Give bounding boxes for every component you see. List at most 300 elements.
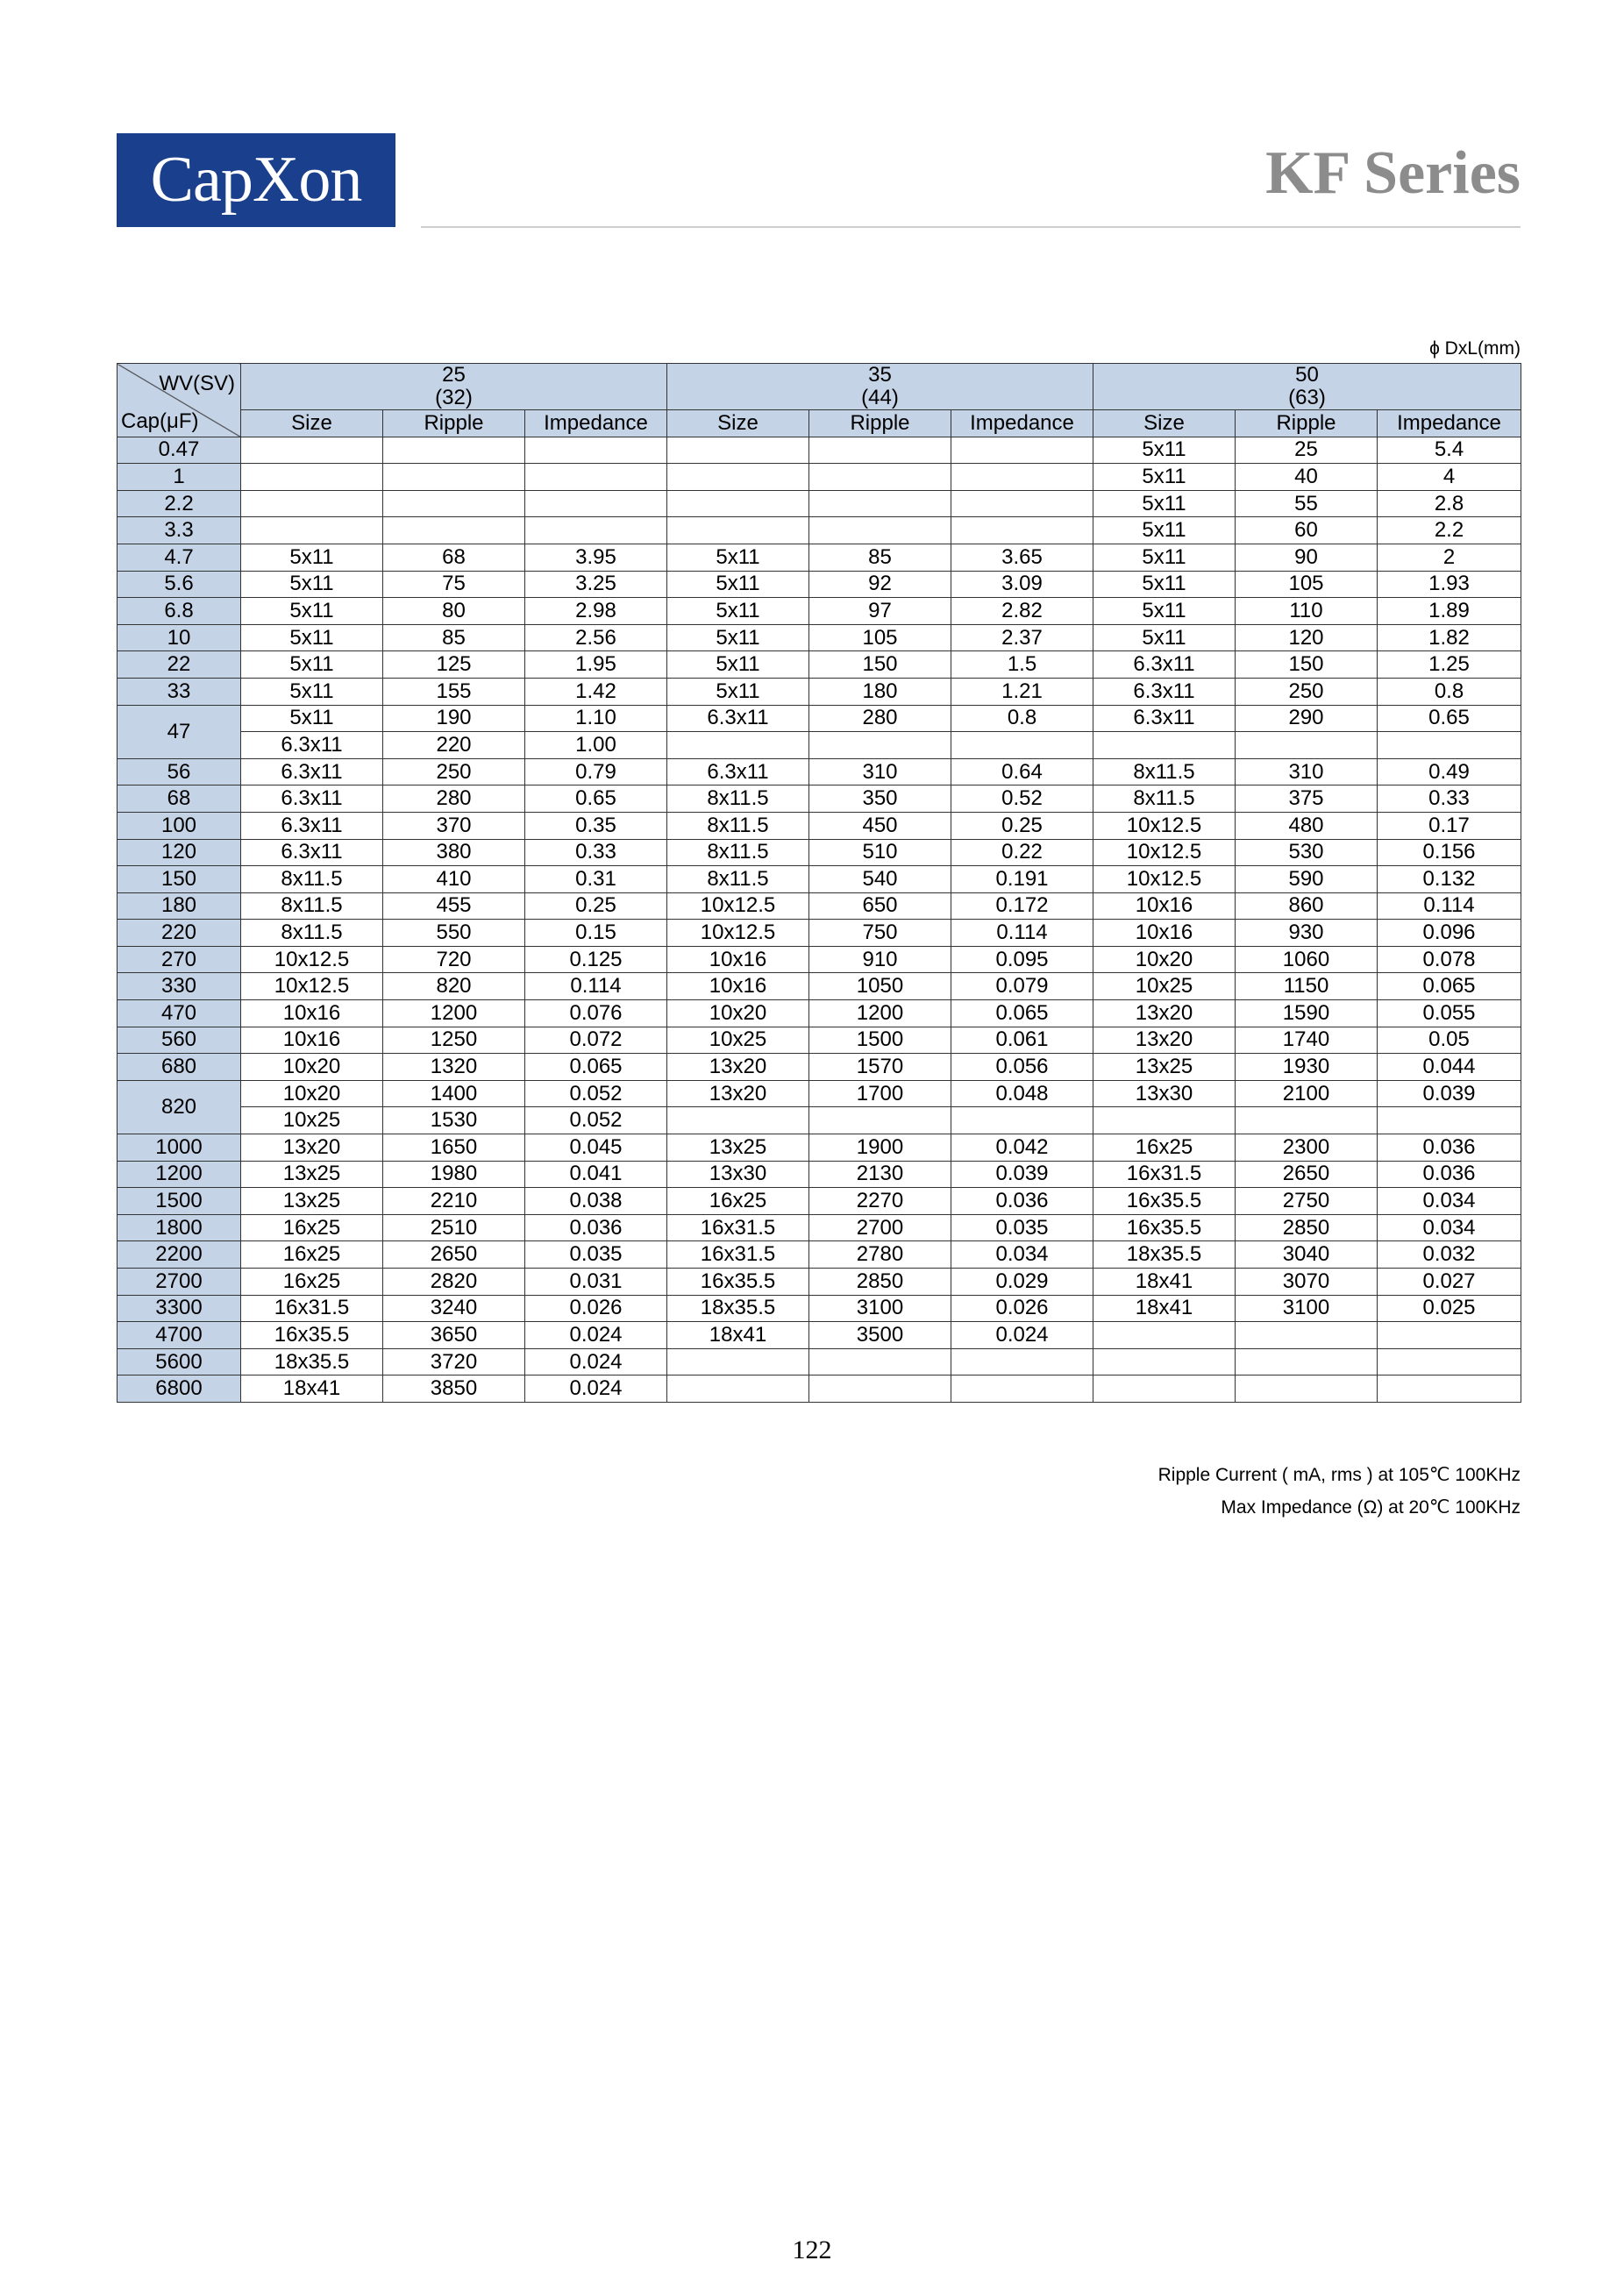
table-cell: 0.25 (951, 812, 1093, 839)
table-cell: 10x25 (241, 1107, 383, 1134)
table-cell: 3850 (383, 1375, 525, 1403)
table-cell (1378, 732, 1521, 759)
table-cell: 125 (383, 651, 525, 679)
table-cell: 10x12.5 (1093, 839, 1236, 866)
capacitance-cell: 4.7 (118, 544, 241, 571)
capacitance-cell: 68 (118, 785, 241, 813)
table-cell: 2510 (383, 1214, 525, 1241)
table-cell: 5x11 (667, 651, 809, 679)
table-cell (809, 517, 951, 544)
capacitance-cell: 120 (118, 839, 241, 866)
table-cell: 1200 (383, 1000, 525, 1027)
table-cell (809, 1348, 951, 1375)
table-cell (809, 1107, 951, 1134)
table-cell: 910 (809, 946, 951, 973)
table-cell: 2820 (383, 1269, 525, 1296)
table-cell: 10x25 (1093, 973, 1236, 1000)
table-cell: 820 (383, 973, 525, 1000)
voltage-header-25 (241, 364, 667, 410)
table-cell: 0.052 (525, 1080, 667, 1107)
table-cell: 0.79 (525, 758, 667, 785)
table-cell: 0.034 (1378, 1188, 1521, 1215)
table-cell: 13x20 (1093, 1000, 1236, 1027)
table-cell: 18x41 (241, 1375, 383, 1403)
table-cell: 2850 (809, 1269, 951, 1296)
table-cell: 0.048 (951, 1080, 1093, 1107)
table-cell: 0.036 (525, 1214, 667, 1241)
table-cell: 16x35.5 (1093, 1188, 1236, 1215)
page-number: 122 (792, 2236, 832, 2264)
table-row (118, 1375, 1521, 1403)
table-cell: 150 (1236, 651, 1378, 679)
table-row (118, 705, 1521, 732)
table-cell: 0.025 (1378, 1295, 1521, 1322)
table-cell: 0.065 (525, 1054, 667, 1081)
table-cell: 0.15 (525, 920, 667, 947)
table-cell: 8x11.5 (667, 812, 809, 839)
table-cell: 750 (809, 920, 951, 947)
table-cell (383, 517, 525, 544)
table-cell: 1740 (1236, 1027, 1378, 1054)
capacitance-cell: 1500 (118, 1188, 241, 1215)
table-cell: 1530 (383, 1107, 525, 1134)
specification-table (117, 363, 1521, 1403)
table-row (118, 946, 1521, 973)
table-cell: 18x41 (1093, 1269, 1236, 1296)
table-cell (1378, 1107, 1521, 1134)
table-cell: 0.114 (1378, 892, 1521, 920)
table-cell: 6.3x11 (667, 705, 809, 732)
table-cell: 0.172 (951, 892, 1093, 920)
table-cell: 280 (809, 705, 951, 732)
voltage-sv: (63) (1288, 386, 1326, 409)
capacitance-cell: 2700 (118, 1269, 241, 1296)
table-cell: 590 (1236, 866, 1378, 893)
capacitance-cell: 1 (118, 464, 241, 491)
table-cell: 6.3x11 (1093, 678, 1236, 705)
table-cell: 5x11 (1093, 624, 1236, 651)
voltage-wv: 50 (1295, 363, 1319, 387)
table-cell (1236, 1375, 1378, 1403)
table-cell: 4 (1378, 464, 1521, 491)
table-cell: 0.114 (951, 920, 1093, 947)
table-cell: 0.65 (1378, 705, 1521, 732)
capacitance-cell: 3.3 (118, 517, 241, 544)
table-row (118, 892, 1521, 920)
table-cell: 10x12.5 (241, 973, 383, 1000)
table-cell: 0.096 (1378, 920, 1521, 947)
table-cell: 0.034 (951, 1241, 1093, 1269)
cap-label: Cap(μF) (121, 409, 199, 433)
table-cell: 13x20 (241, 1134, 383, 1162)
capacitance-cell: 5600 (118, 1348, 241, 1375)
table-cell: 13x20 (667, 1080, 809, 1107)
table-cell: 0.065 (1378, 973, 1521, 1000)
table-cell: 930 (1236, 920, 1378, 947)
table-cell: 55 (1236, 490, 1378, 517)
column-header: Impedance (525, 410, 667, 437)
table-cell: 0.024 (525, 1322, 667, 1349)
table-cell: 8x11.5 (241, 892, 383, 920)
table-cell: 5.4 (1378, 437, 1521, 464)
table-cell: 68 (383, 544, 525, 571)
table-cell: 0.034 (1378, 1214, 1521, 1241)
impedance-footnote: Max Impedance (Ω) at 20℃ 100KHz (1221, 1497, 1521, 1518)
table-cell: 5x11 (1093, 598, 1236, 625)
table-cell: 60 (1236, 517, 1378, 544)
table-cell (951, 517, 1093, 544)
table-cell: 5x11 (667, 598, 809, 625)
table-row (118, 1134, 1521, 1162)
table-cell (241, 517, 383, 544)
table-cell: 0.039 (1378, 1080, 1521, 1107)
capacitance-cell: 560 (118, 1027, 241, 1054)
table-cell: 550 (383, 920, 525, 947)
table-cell: 0.024 (525, 1375, 667, 1403)
table-cell: 1570 (809, 1054, 951, 1081)
table-cell (1093, 1107, 1236, 1134)
table-cell: 0.061 (951, 1027, 1093, 1054)
table-cell: 13x30 (1093, 1080, 1236, 1107)
table-row (118, 732, 1521, 759)
table-cell: 5x11 (667, 571, 809, 598)
table-cell: 0.024 (525, 1348, 667, 1375)
subheader-row (118, 410, 1521, 437)
table-cell: 0.035 (525, 1241, 667, 1269)
table-cell: 6.3x11 (241, 758, 383, 785)
table-cell: 3720 (383, 1348, 525, 1375)
table-cell: 0.055 (1378, 1000, 1521, 1027)
table-cell: 10x16 (1093, 892, 1236, 920)
table-cell: 0.032 (1378, 1241, 1521, 1269)
table-cell: 190 (383, 705, 525, 732)
voltage-sv: (32) (435, 386, 473, 409)
table-row (118, 920, 1521, 947)
table-cell: 13x25 (1093, 1054, 1236, 1081)
table-cell: 1700 (809, 1080, 951, 1107)
table-cell: 0.072 (525, 1027, 667, 1054)
table-row (118, 517, 1521, 544)
table-cell: 0.031 (525, 1269, 667, 1296)
table-cell (1236, 1322, 1378, 1349)
table-cell: 80 (383, 598, 525, 625)
table-body (118, 437, 1521, 1402)
table-cell: 16x35.5 (241, 1322, 383, 1349)
table-cell: 0.05 (1378, 1027, 1521, 1054)
table-cell: 5x11 (241, 598, 383, 625)
voltage-header-50 (1093, 364, 1521, 410)
table-cell (241, 464, 383, 491)
table-cell: 1060 (1236, 946, 1378, 973)
table-cell: 0.029 (951, 1269, 1093, 1296)
table-cell: 0.65 (525, 785, 667, 813)
table-row (118, 1000, 1521, 1027)
table-cell: 10x20 (667, 1000, 809, 1027)
capacitance-cell: 1200 (118, 1161, 241, 1188)
table-cell: 90 (1236, 544, 1378, 571)
table-cell: 310 (809, 758, 951, 785)
table-cell: 0.52 (951, 785, 1093, 813)
table-cell: 6.3x11 (241, 812, 383, 839)
table-cell: 650 (809, 892, 951, 920)
table-cell: 0.22 (951, 839, 1093, 866)
table-cell: 2.82 (951, 598, 1093, 625)
capacitance-cell: 680 (118, 1054, 241, 1081)
table-cell: 1650 (383, 1134, 525, 1162)
table-cell (383, 464, 525, 491)
table-cell (1236, 732, 1378, 759)
table-cell: 1.95 (525, 651, 667, 679)
table-cell: 180 (809, 678, 951, 705)
table-cell (1093, 1322, 1236, 1349)
table-row (118, 1295, 1521, 1322)
table-cell (1378, 1322, 1521, 1349)
table-cell: 720 (383, 946, 525, 973)
table-cell: 5x11 (1093, 571, 1236, 598)
table-cell (1093, 1348, 1236, 1375)
table-cell: 6.3x11 (241, 785, 383, 813)
table-cell: 2750 (1236, 1188, 1378, 1215)
table-cell: 85 (809, 544, 951, 571)
table-row (118, 866, 1521, 893)
table-cell (1093, 732, 1236, 759)
table-cell: 3650 (383, 1322, 525, 1349)
table-cell: 16x31.5 (1093, 1161, 1236, 1188)
table-cell: 25 (1236, 437, 1378, 464)
table-cell: 13x25 (241, 1161, 383, 1188)
table-cell: 8x11.5 (667, 866, 809, 893)
table-cell (241, 490, 383, 517)
table-cell: 1320 (383, 1054, 525, 1081)
table-cell: 3.65 (951, 544, 1093, 571)
table-cell: 0.31 (525, 866, 667, 893)
table-cell: 1500 (809, 1027, 951, 1054)
table-cell (951, 1348, 1093, 1375)
wv-label: WV(SV) (159, 372, 235, 395)
table-cell: 97 (809, 598, 951, 625)
table-cell (525, 464, 667, 491)
table-row (118, 1322, 1521, 1349)
table-cell: 5x11 (667, 678, 809, 705)
table-cell: 250 (1236, 678, 1378, 705)
table-cell: 18x41 (1093, 1295, 1236, 1322)
table-cell: 13x25 (667, 1134, 809, 1162)
table-cell: 0.035 (951, 1214, 1093, 1241)
table-cell: 1.89 (1378, 598, 1521, 625)
table-cell: 3070 (1236, 1269, 1378, 1296)
capxon-logo: CapXon (117, 133, 395, 227)
table-row (118, 678, 1521, 705)
table-cell: 0.027 (1378, 1269, 1521, 1296)
column-header: Ripple (1236, 410, 1378, 437)
table-cell: 6.3x11 (241, 839, 383, 866)
table-cell: 0.041 (525, 1161, 667, 1188)
table-cell (667, 490, 809, 517)
capacitance-cell: 3300 (118, 1295, 241, 1322)
table-cell: 5x11 (241, 705, 383, 732)
table-cell: 1.5 (951, 651, 1093, 679)
table-cell: 2650 (1236, 1161, 1378, 1188)
table-cell: 1.10 (525, 705, 667, 732)
table-cell: 250 (383, 758, 525, 785)
table-cell: 1150 (1236, 973, 1378, 1000)
table-cell: 13x20 (1093, 1027, 1236, 1054)
table-cell: 0.036 (1378, 1161, 1521, 1188)
capacitance-cell: 6.8 (118, 598, 241, 625)
table-row (118, 1054, 1521, 1081)
table-row (118, 1080, 1521, 1107)
table-cell: 8x11.5 (667, 785, 809, 813)
table-cell: 2780 (809, 1241, 951, 1269)
table-cell: 10x12.5 (667, 920, 809, 947)
table-row (118, 758, 1521, 785)
capacitance-cell: 2.2 (118, 490, 241, 517)
table-cell: 1.25 (1378, 651, 1521, 679)
table-cell: 16x35.5 (1093, 1214, 1236, 1241)
table-cell: 18x41 (667, 1322, 809, 1349)
table-cell: 5x11 (667, 624, 809, 651)
table-cell: 1980 (383, 1161, 525, 1188)
table-cell: 6.3x11 (241, 732, 383, 759)
table-cell: 10x12.5 (1093, 812, 1236, 839)
table-cell (667, 464, 809, 491)
table-cell: 5x11 (241, 571, 383, 598)
table-cell: 13x25 (241, 1188, 383, 1215)
table-cell: 8x11.5 (241, 866, 383, 893)
capacitance-cell: 470 (118, 1000, 241, 1027)
table-cell (1236, 1107, 1378, 1134)
voltage-wv: 25 (442, 363, 466, 387)
table-cell: 0.17 (1378, 812, 1521, 839)
table-cell: 18x35.5 (241, 1348, 383, 1375)
capacitance-cell: 22 (118, 651, 241, 679)
table-cell: 18x35.5 (1093, 1241, 1236, 1269)
table-cell: 10x20 (241, 1080, 383, 1107)
table-cell: 310 (1236, 758, 1378, 785)
table-row (118, 598, 1521, 625)
capacitance-cell: 180 (118, 892, 241, 920)
table-cell: 2270 (809, 1188, 951, 1215)
table-cell: 10x16 (667, 973, 809, 1000)
table-cell: 3040 (1236, 1241, 1378, 1269)
capacitance-cell: 6800 (118, 1375, 241, 1403)
table-row (118, 464, 1521, 491)
capacitance-cell: 100 (118, 812, 241, 839)
table-cell: 105 (1236, 571, 1378, 598)
table-cell: 13x30 (667, 1161, 809, 1188)
table-row (118, 839, 1521, 866)
table-cell: 8x11.5 (667, 839, 809, 866)
table-row (118, 1188, 1521, 1215)
table-cell: 16x31.5 (667, 1214, 809, 1241)
table-cell: 1400 (383, 1080, 525, 1107)
table-cell (1378, 1348, 1521, 1375)
table-row (118, 812, 1521, 839)
table-cell: 2850 (1236, 1214, 1378, 1241)
table-cell: 0.64 (951, 758, 1093, 785)
table-cell (809, 464, 951, 491)
table-cell: 1.82 (1378, 624, 1521, 651)
table-cell: 0.036 (1378, 1134, 1521, 1162)
table-cell: 150 (809, 651, 951, 679)
table-row (118, 1161, 1521, 1188)
table-cell: 0.156 (1378, 839, 1521, 866)
table-cell: 1900 (809, 1134, 951, 1162)
capacitance-cell: 10 (118, 624, 241, 651)
table-cell: 8x11.5 (1093, 758, 1236, 785)
table-cell: 0.039 (951, 1161, 1093, 1188)
table-row (118, 1348, 1521, 1375)
capacitance-cell: 33 (118, 678, 241, 705)
table-cell: 0.8 (951, 705, 1093, 732)
table-cell: 92 (809, 571, 951, 598)
table-cell: 6.3x11 (1093, 705, 1236, 732)
table-cell: 18x35.5 (667, 1295, 809, 1322)
voltage-wv: 35 (868, 363, 892, 387)
table-cell: 2700 (809, 1214, 951, 1241)
table-cell: 2 (1378, 544, 1521, 571)
table-cell: 5x11 (241, 651, 383, 679)
table-cell: 1050 (809, 973, 951, 1000)
column-header: Impedance (1378, 410, 1521, 437)
table-cell: 0.114 (525, 973, 667, 1000)
table-cell: 0.052 (525, 1107, 667, 1134)
table-cell: 3500 (809, 1322, 951, 1349)
table-cell: 16x25 (241, 1241, 383, 1269)
table-cell: 290 (1236, 705, 1378, 732)
table-cell: 0.026 (525, 1295, 667, 1322)
table-cell (667, 732, 809, 759)
table-cell: 1590 (1236, 1000, 1378, 1027)
table-cell: 1.00 (525, 732, 667, 759)
table-row (118, 571, 1521, 598)
table-cell: 3.95 (525, 544, 667, 571)
table-cell: 455 (383, 892, 525, 920)
table-cell: 1.93 (1378, 571, 1521, 598)
table-cell (951, 490, 1093, 517)
capacitance-cell: 0.47 (118, 437, 241, 464)
table-cell: 5x11 (1093, 464, 1236, 491)
table-cell: 6.3x11 (667, 758, 809, 785)
table-cell (1093, 1375, 1236, 1403)
table-corner-header (118, 364, 241, 437)
table-cell: 480 (1236, 812, 1378, 839)
table-cell (667, 1348, 809, 1375)
table-cell (667, 1375, 809, 1403)
table-cell: 510 (809, 839, 951, 866)
table-cell: 2210 (383, 1188, 525, 1215)
table-row (118, 544, 1521, 571)
voltage-header-35 (667, 364, 1093, 410)
table-cell: 2.98 (525, 598, 667, 625)
table-cell: 0.045 (525, 1134, 667, 1162)
capacitance-cell: 330 (118, 973, 241, 1000)
table-cell: 0.125 (525, 946, 667, 973)
table-cell: 75 (383, 571, 525, 598)
table-cell: 0.49 (1378, 758, 1521, 785)
table-row (118, 624, 1521, 651)
table-cell: 8x11.5 (241, 920, 383, 947)
table-row (118, 1241, 1521, 1269)
table-cell: 0.25 (525, 892, 667, 920)
table-cell: 105 (809, 624, 951, 651)
table-cell: 0.065 (951, 1000, 1093, 1027)
table-cell: 16x25 (1093, 1134, 1236, 1162)
table-cell: 10x12.5 (1093, 866, 1236, 893)
table-cell: 2.37 (951, 624, 1093, 651)
table-cell: 0.8 (1378, 678, 1521, 705)
table-cell (809, 490, 951, 517)
